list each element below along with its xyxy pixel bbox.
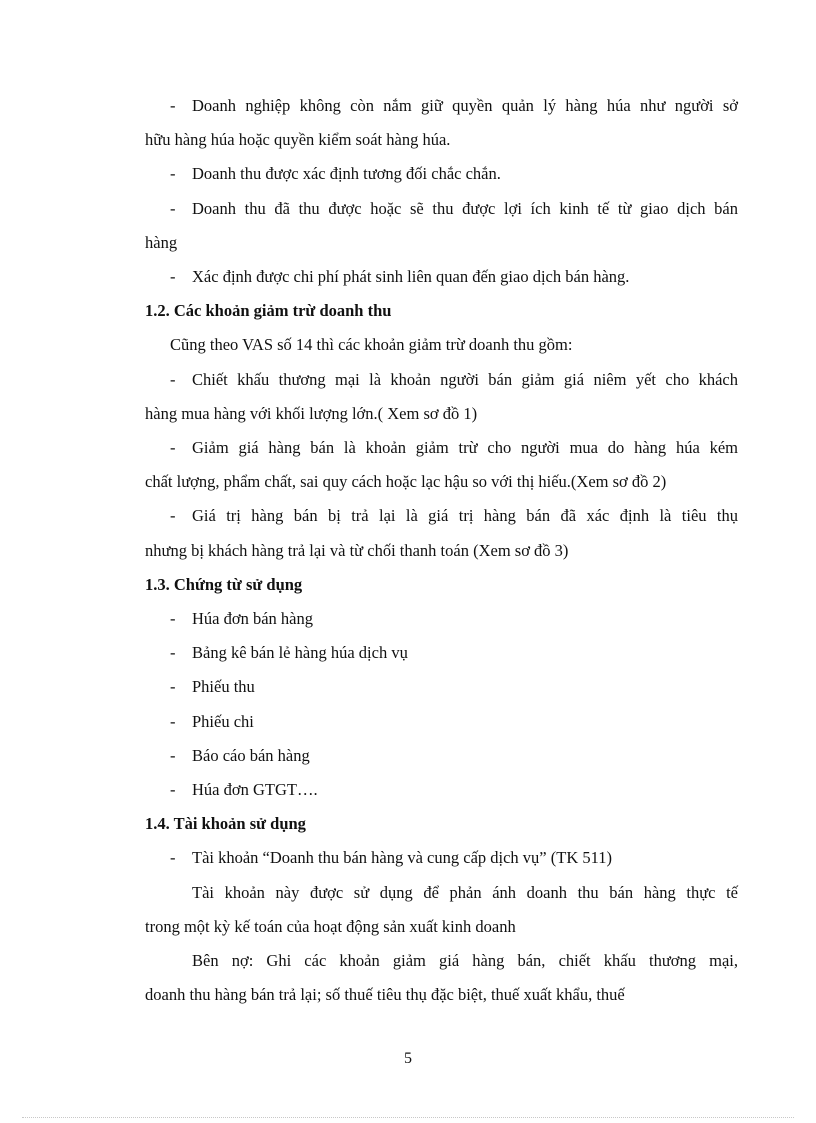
paragraph-continuation: hàng mua hàng với khối lượng lớn.( Xem sơ đồ 1)	[145, 403, 478, 423]
list-item-text: Doanh thu đã thu được hoặc sẽ thu được lợi ích kinh tế từ giao dịch bán	[192, 198, 738, 218]
list-item-text: Tài khoản “Doanh thu bán hàng và cung cấp dịch vụ” (TK 511)	[192, 848, 613, 868]
list-item	[145, 499, 738, 533]
section-heading: 1.2. Các khoản giảm trừ doanh thu	[145, 301, 392, 321]
list-item	[145, 157, 738, 191]
bullet-dash: -	[170, 198, 176, 218]
list-item	[145, 636, 738, 670]
page-number: 5	[404, 1050, 412, 1067]
list-item-text: Phiếu chi	[192, 711, 254, 731]
list-item	[145, 363, 738, 397]
page-body	[145, 89, 738, 1012]
list-item	[145, 260, 738, 294]
bullet-dash: -	[170, 643, 176, 663]
bullet-dash: -	[170, 164, 176, 184]
list-item	[145, 705, 738, 739]
paragraph-continuation: nhưng bị khách hàng trả lại và từ chối thanh toán (Xem sơ đồ 3)	[145, 540, 569, 560]
list-item-text: Giảm giá hàng bán là khoản giảm trừ cho người mua do hàng húa kém	[192, 438, 738, 458]
bullet-dash: -	[170, 711, 176, 731]
list-item	[145, 89, 738, 123]
paragraph-continuation: doanh thu hàng bán trả lại; số thuế tiêu thụ đặc biệt, thuế xuất khẩu, thuế	[145, 985, 625, 1005]
bullet-dash: -	[170, 506, 176, 526]
bullet-dash: -	[170, 267, 176, 287]
bullet-dash: -	[170, 369, 176, 389]
section-heading: 1.4. Tài khoản sử dụng	[145, 814, 306, 834]
list-item-text: Bảng kê bán lẻ hàng húa dịch vụ	[192, 643, 408, 663]
bullet-dash: -	[170, 745, 176, 765]
list-item-text: Doanh nghiệp không còn nắm giữ quyền quản lý hàng húa như người sở	[192, 96, 738, 115]
list-item-text: Báo cáo bán hàng	[192, 745, 310, 765]
list-item-text: Húa đơn bán hàng	[192, 609, 313, 629]
list-item-text: Húa đơn GTGT….	[192, 780, 318, 800]
bullet-dash: -	[170, 609, 176, 629]
paragraph-continuation: hữu hàng húa hoặc quyền kiểm soát hàng húa.	[145, 130, 451, 150]
paragraph-continuation: hàng	[145, 232, 178, 252]
list-item	[145, 431, 738, 465]
list-item	[145, 192, 738, 226]
bullet-dash: -	[170, 438, 176, 458]
paragraph: Tài khoản này được sử dụng để phản ánh doanh thu bán hàng thực tế	[192, 882, 738, 902]
section-heading: 1.3. Chứng từ sử dụng	[145, 574, 303, 594]
list-item	[145, 670, 738, 704]
paragraph: Cũng theo VAS số 14 thì các khoản giảm trừ doanh thu gồm:	[170, 335, 573, 355]
list-item	[145, 841, 738, 875]
list-item-text: Chiết khấu thương mại là khoản người bán giảm giá niêm yết cho khách	[192, 369, 738, 389]
list-item-text: Giá trị hàng bán bị trả lại là giá trị hàng bán đã xác định là tiêu thụ	[192, 506, 738, 526]
list-item-text: Xác định được chi phí phát sinh liên quan đến giao dịch bán hàng.	[192, 267, 630, 287]
list-item	[145, 773, 738, 807]
paragraph-continuation: trong một kỳ kế toán của hoạt động sản xuất kinh doanh	[145, 916, 516, 936]
bullet-dash: -	[170, 848, 176, 868]
list-item-text: Doanh thu được xác định tương đối chắc chắn.	[192, 164, 501, 184]
list-item	[145, 602, 738, 636]
bullet-dash: -	[170, 780, 176, 800]
list-item	[145, 739, 738, 773]
page-bottom-divider	[22, 1117, 794, 1118]
bullet-dash: -	[170, 96, 176, 115]
list-item-text: Phiếu thu	[192, 677, 255, 697]
bullet-dash: -	[170, 677, 176, 697]
paragraph: Bên nợ: Ghi các khoản giảm giá hàng bán, chiết khấu thương mại,	[192, 951, 738, 971]
paragraph-continuation: chất lượng, phẩm chất, sai quy cách hoặc lạc hậu so với thị hiếu.(Xem sơ đồ 2)	[145, 472, 667, 492]
